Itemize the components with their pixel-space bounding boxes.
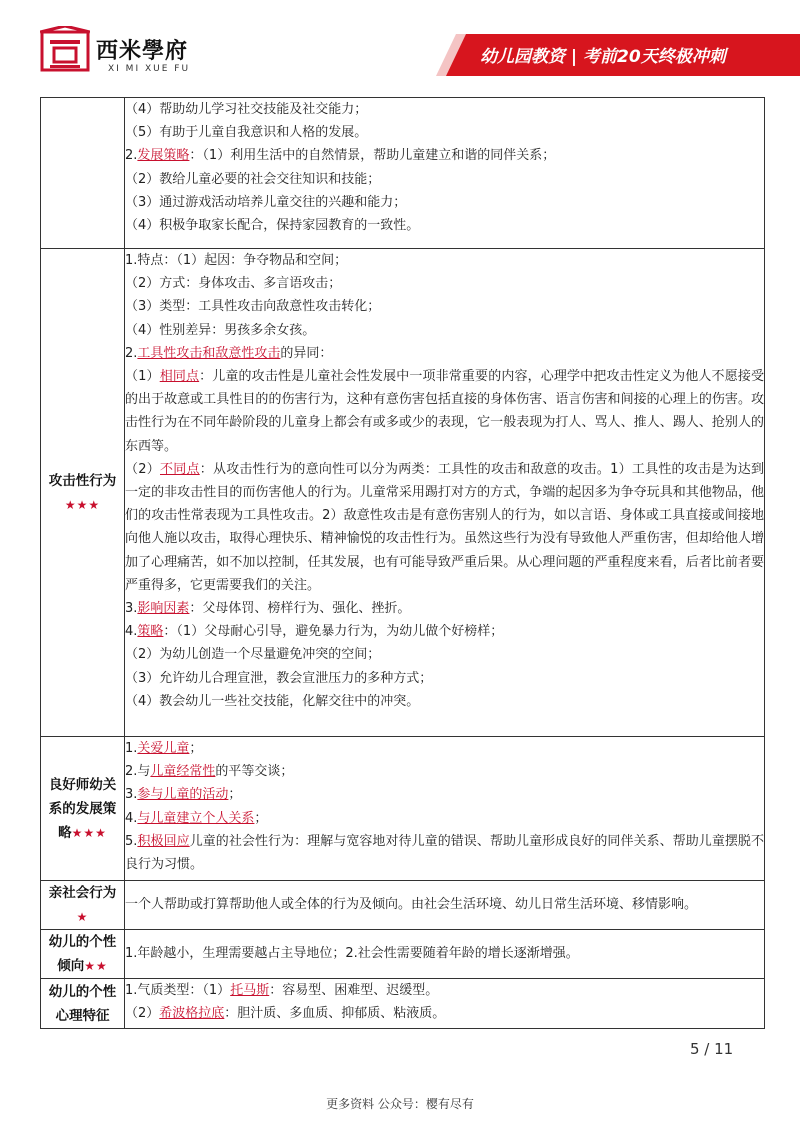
text-line: 4.策略：（1）父母耐心引导，避免暴力行为，为幼儿做个好榜样；	[125, 624, 504, 640]
text-line: 一个人帮助或打算帮助他人或全体的行为及倾向。由社会生活环境、幼儿日常生活环境、移情影响。	[125, 897, 698, 913]
table-row	[41, 737, 765, 881]
row-content	[125, 737, 765, 881]
row-content	[125, 979, 765, 1029]
row-label	[41, 249, 125, 737]
row-label	[41, 737, 125, 881]
row-title: 良好师幼关	[48, 776, 117, 793]
table-row	[41, 98, 765, 249]
table-row	[41, 249, 765, 737]
knowledge-table	[40, 97, 765, 1029]
key-term: 希波格拉底	[159, 1006, 225, 1022]
page-header	[0, 0, 800, 80]
text-line: 1.年龄越小，生理需要越占主导地位；2.社会性需要随着年龄的增长逐渐增强。	[125, 946, 579, 962]
text-line: （3）类型：工具性攻击向敌意性攻击转化；	[125, 299, 381, 315]
text-line: （2）教给儿童必要的社会交往知识和技能；	[125, 171, 381, 187]
row-label-empty	[41, 98, 125, 249]
row-title: 倾向	[57, 958, 85, 974]
text-line: 3.参与儿童的活动；	[125, 787, 242, 803]
table-row	[41, 979, 765, 1029]
key-term: 不同点	[160, 461, 200, 477]
xmxf-logo-icon	[40, 26, 90, 72]
text-line: （2）方式：身体攻击、多言语攻击；	[125, 276, 342, 292]
text-line: 1.特点：（1）起因：争夺物品和空间；	[125, 253, 348, 268]
key-term: 相同点	[159, 369, 200, 385]
importance-stars: ★★★	[71, 825, 107, 840]
brand-name: 西米學府	[96, 38, 189, 64]
row-title: 心理特征	[55, 1007, 110, 1024]
paragraph: （2）不同点：从攻击性行为的意向性可以分为两类：工具性的攻击和敌意的攻击。1）工具性的攻击是为达到一定的非攻击性目的而伤害他人的行为。儿童常采用踢打对方的方式，争端的起因多为争夺玩具和其他物品，他们的攻击性常表现为工具性攻击。2）敌意性攻击是有意伤害别人的行为，如以言语、身体或工具直接或间接地向他人施以攻击，取得心理快乐、精神愉悦的攻击性行为。虽然这些行为没有导致他人严重伤害，但却给他人增加了心理痛苦，如不加以控制，任其发展，也有可能导致严重后果。从心理问题的严重程度来看，后者比前者要严重得多，它更需要我们的关注。	[125, 461, 764, 593]
importance-stars: ★★★	[64, 497, 101, 512]
key-term: 影响因素	[137, 601, 190, 617]
text-line: （2）希波格拉底：胆汁质、多血质、抑郁质、粘液质。	[125, 1006, 446, 1022]
text-line: 2.与儿童经常性的平等交谈；	[125, 764, 294, 780]
row-content	[125, 98, 765, 249]
row-title: 幼儿的个性	[48, 983, 117, 1000]
table-row	[41, 881, 765, 930]
row-label	[41, 930, 125, 979]
brand-name-pinyin: XI MI XUE FU	[108, 64, 191, 74]
text-line: （3）通过游戏活动培养儿童交往的兴趣和能力；	[125, 194, 407, 210]
row-title: 攻击性行为	[48, 472, 117, 489]
key-term: 发展策略	[137, 148, 190, 164]
text-line: 2.发展策略：（1）利用生活中的自然情景，帮助儿童建立和谐的同伴关系；	[125, 148, 556, 164]
importance-stars: ★	[76, 910, 89, 924]
row-title: 亲社会行为	[48, 885, 117, 901]
text-line: 4.与儿童建立个人关系；	[125, 810, 268, 826]
row-title: 幼儿的个性	[48, 934, 117, 950]
banner-title: 幼儿园教资 | 考前20天终极冲刺	[480, 47, 726, 67]
key-term: 策略	[137, 624, 164, 640]
paragraph: （1）相同点：儿童的攻击性是儿童社会性发展中一项非常重要的内容，心理学中把攻击性定义为他人不愿接受的出于故意或工具性目的的伤害行为，这种有意伤害包括直接的身体伤害、语言伤害和间接的心理上的伤害。攻击性行为在不同年龄阶段的儿童身上都会有或多或少的表现，它一般表现为打人、骂人、推人、踢人、抢别人的东西等。	[125, 369, 764, 454]
text-line: （3）允许幼儿合理宣泄，教会宣泄压力的多种方式；	[125, 670, 433, 686]
table-row	[41, 930, 765, 979]
key-term: 参与儿童的活动	[137, 787, 229, 803]
text-line: （5）有助于儿童自我意识和人格的发展。	[125, 125, 368, 141]
key-term: 工具性攻击和敌意性攻击	[137, 345, 281, 361]
row-label	[41, 979, 125, 1029]
text-line: 2.工具性攻击和敌意性攻击的异同：	[125, 345, 333, 361]
text-line: （4）性别差异：男孩多余女孩。	[125, 322, 316, 338]
row-content	[125, 930, 765, 979]
key-term: 关爱儿童	[137, 741, 190, 756]
key-term: 积极回应	[137, 833, 190, 849]
key-term: 托马斯	[230, 983, 270, 998]
text-line: （2）为幼儿创造一个尽量避免冲突的空间；	[125, 647, 381, 663]
text-line: 1.关爱儿童；	[125, 741, 203, 756]
row-title: 略	[58, 824, 72, 841]
importance-stars: ★★	[84, 959, 108, 973]
text-line: 3.影响因素：父母体罚、榜样行为、强化、挫折。	[125, 601, 411, 617]
footer-text: 更多资料 公众号：樱有尽有	[326, 1097, 474, 1111]
row-content	[125, 249, 765, 737]
row-title: 系的发展策	[48, 800, 117, 817]
text-line: （4）积极争取家长配合，保持家园教育的一致性。	[125, 218, 420, 234]
key-term: 儿童经常性	[150, 764, 216, 780]
row-content	[125, 881, 765, 930]
paragraph: 5.积极回应儿童的社会性行为：理解与宽容地对待儿童的错误、帮助儿童形成良好的同伴关系、帮助儿童摆脱不良行为习惯。	[125, 833, 764, 873]
key-term: 与儿童建立个人关系	[137, 810, 255, 826]
text-line: 1.气质类型：（1）托马斯：容易型、困难型、迟缓型。	[125, 983, 439, 998]
text-line: （4）教会幼儿一些社交技能，化解交往中的冲突。	[125, 693, 420, 709]
text-line: （4）帮助幼儿学习社交技能及社交能力；	[125, 102, 368, 117]
row-label	[41, 881, 125, 930]
page-number: 5 / 11	[690, 1040, 734, 1058]
